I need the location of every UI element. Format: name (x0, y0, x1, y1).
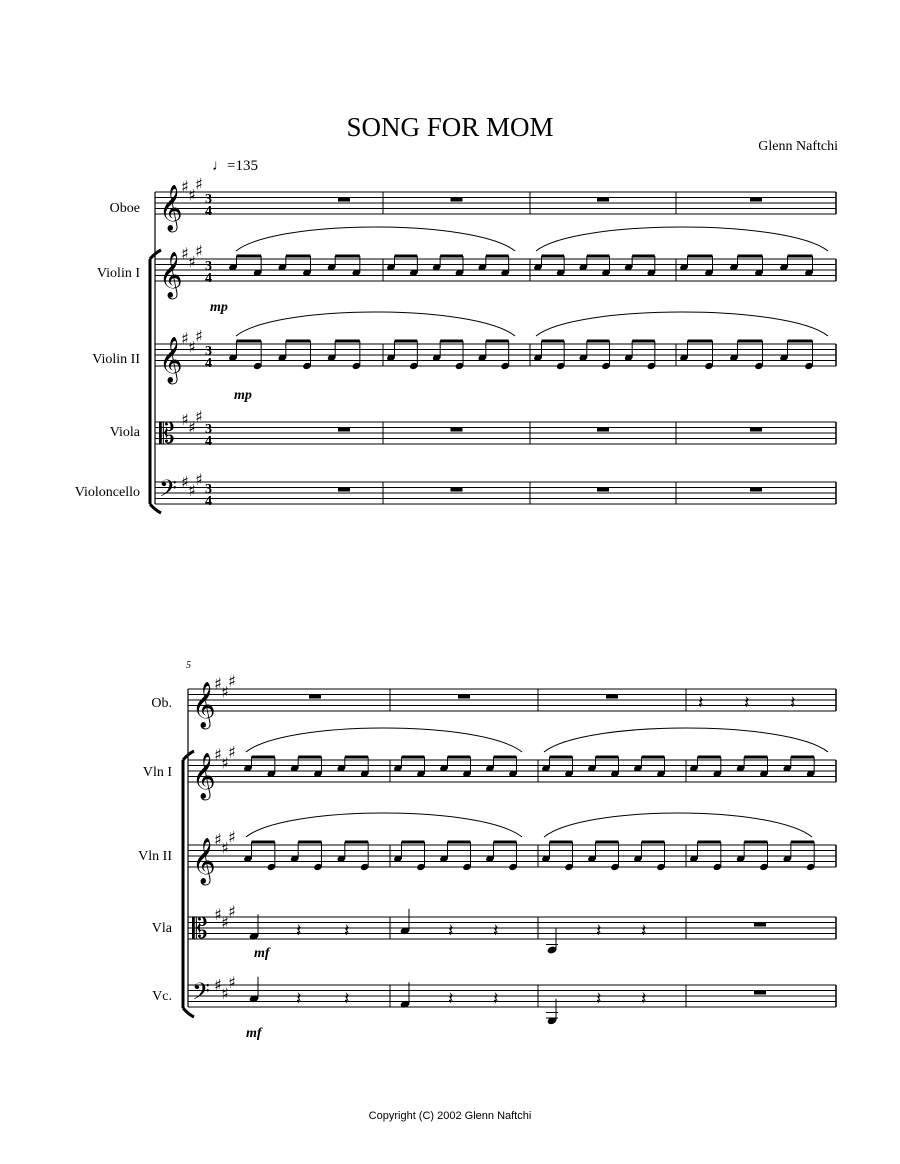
page-title: SONG FOR MOM (346, 112, 554, 142)
sharp-icon: ♯ (221, 913, 229, 932)
whole-rest (597, 428, 609, 432)
instrument-label-cello: Violoncello (74, 485, 140, 500)
sharp-icon: ♯ (221, 753, 229, 773)
treble-clef-icon: 𝄞 (192, 838, 216, 884)
whole-rest (309, 695, 321, 699)
sharp-icon: ♯ (214, 674, 222, 693)
time-signature-bottom: 4 (205, 271, 212, 286)
time-signature-top: 3 (205, 259, 212, 274)
whole-rest (754, 923, 766, 927)
instrument-label-violin1-short: Vln I (142, 765, 172, 780)
quarter-note-icon: ♩ (212, 158, 227, 174)
quarter-rest-icon: 𝄽 (344, 988, 350, 1010)
sharp-icon: ♯ (188, 337, 196, 357)
bass-clef-icon: 𝄢 (159, 474, 178, 508)
whole-rest (606, 695, 618, 699)
sharp-icon: ♯ (188, 252, 196, 272)
sharp-icon: ♯ (228, 671, 236, 691)
alto-clef-icon: 𝄡 (192, 912, 208, 945)
sharp-icon: ♯ (195, 407, 203, 426)
treble-clef-icon: 𝄞 (192, 682, 216, 728)
slur (236, 312, 515, 336)
sharp-icon: ♯ (181, 177, 189, 196)
quarter-rest-icon: 𝄽 (344, 920, 350, 942)
quarter-rest-icon: 𝄽 (641, 988, 647, 1010)
whole-rest (750, 428, 762, 432)
sharp-icon: ♯ (181, 244, 189, 263)
sharp-icon: ♯ (214, 745, 222, 764)
sharp-icon: ♯ (214, 904, 222, 924)
dynamic-marking-cello: mf (246, 1026, 262, 1041)
treble-clef-icon: 𝄞 (192, 753, 216, 799)
quarter-rest-icon: 𝄽 (448, 988, 454, 1010)
whole-rest (338, 428, 350, 432)
copyright-notice: Copyright (C) 2002 Glenn Naftchi (368, 1110, 532, 1122)
quarter-rest-icon: 𝄽 (790, 692, 796, 714)
time-signature-bottom: 4 (205, 494, 212, 509)
sharp-icon: ♯ (181, 472, 189, 492)
whole-rest (338, 488, 350, 492)
instrument-label-viola: Viola (109, 425, 140, 440)
whole-rest (458, 695, 470, 699)
whole-rest (597, 488, 609, 492)
time-signature-bottom: 4 (205, 434, 212, 449)
sharp-icon: ♯ (228, 742, 236, 762)
whole-rest (451, 488, 463, 492)
alto-clef-icon: 𝄡 (159, 417, 175, 450)
time-signature-top: 3 (205, 422, 212, 437)
composer-name: Glenn Naftchi (758, 139, 838, 154)
whole-rest (451, 198, 463, 202)
quarter-rest-icon: 𝄽 (744, 692, 750, 714)
dynamic-marking-violin1: mp (210, 300, 228, 315)
quarter-rest-icon: 𝄽 (641, 920, 647, 942)
instrument-label-violin2-short: Vln II (138, 849, 172, 864)
sharp-icon: ♯ (214, 975, 222, 995)
sharp-icon: ♯ (214, 830, 222, 849)
time-signature-bottom: 4 (205, 204, 212, 219)
time-signature-bottom: 4 (205, 356, 212, 371)
sharp-icon: ♯ (195, 241, 203, 261)
dynamic-marking-violin2: mp (234, 388, 252, 403)
quarter-rest-icon: 𝄽 (296, 988, 302, 1010)
slur (544, 728, 828, 752)
quarter-rest-icon: 𝄽 (448, 920, 454, 942)
sharp-icon: ♯ (188, 185, 196, 205)
instrument-label-viola-short: Vla (151, 921, 172, 936)
quarter-rest-icon: 𝄽 (596, 920, 602, 942)
quarter-rest-icon: 𝄽 (296, 920, 302, 942)
whole-rest (451, 428, 463, 432)
sharp-icon: ♯ (181, 409, 189, 429)
sharp-icon: ♯ (188, 480, 196, 500)
dynamic-marking-viola: mf (254, 946, 270, 961)
treble-clef-icon: 𝄞 (159, 185, 183, 231)
sharp-icon: ♯ (228, 902, 236, 921)
instrument-label-oboe: Oboe (109, 201, 140, 216)
sharp-icon: ♯ (195, 326, 203, 346)
whole-rest (750, 488, 762, 492)
quarter-rest-icon: 𝄽 (493, 988, 499, 1010)
slur (536, 227, 828, 251)
slur (246, 813, 522, 837)
sharp-icon: ♯ (221, 682, 229, 702)
sharp-icon: ♯ (228, 827, 236, 847)
whole-rest (597, 198, 609, 202)
sharp-icon: ♯ (221, 838, 229, 858)
time-signature-top: 3 (205, 192, 212, 207)
treble-clef-icon: 𝄞 (159, 252, 183, 298)
quarter-rest-icon: 𝄽 (596, 988, 602, 1010)
bass-clef-icon: 𝄢 (192, 977, 211, 1011)
tempo-value: =135 (227, 158, 258, 174)
treble-clef-icon: 𝄞 (159, 337, 183, 383)
measure-number: 5 (186, 660, 191, 671)
whole-rest (754, 991, 766, 995)
time-signature-top: 3 (205, 344, 212, 359)
sharp-icon: ♯ (195, 174, 203, 194)
whole-rest (750, 198, 762, 202)
instrument-label-violin2: Violin II (92, 352, 140, 367)
instrument-label-cello-short: Vc. (152, 989, 172, 1004)
instrument-label-violin1: Violin I (96, 266, 140, 281)
slur (246, 728, 522, 752)
sharp-icon: ♯ (221, 983, 229, 1003)
slur (536, 312, 828, 336)
sharp-icon: ♯ (188, 418, 196, 437)
instrument-label-oboe-short: Ob. (151, 696, 172, 711)
slur (236, 227, 515, 251)
sharp-icon: ♯ (195, 469, 203, 489)
sharp-icon: ♯ (228, 972, 236, 992)
time-signature-top: 3 (205, 482, 212, 497)
whole-rest (338, 198, 350, 202)
sharp-icon: ♯ (181, 329, 189, 348)
quarter-rest-icon: 𝄽 (493, 920, 499, 942)
quarter-rest-icon: 𝄽 (698, 692, 704, 714)
slur (544, 813, 812, 837)
